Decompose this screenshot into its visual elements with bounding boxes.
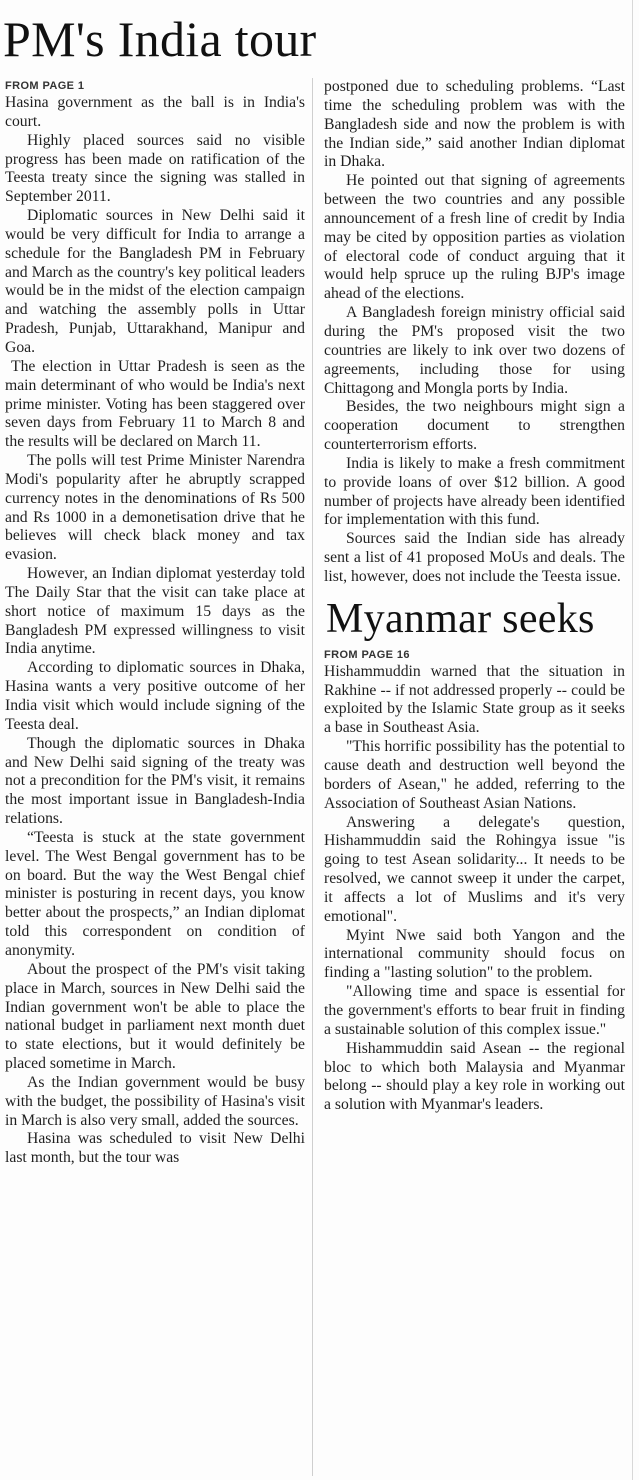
paragraph: postponed due to scheduling problems. “Last time the scheduling problem was with the Bangladesh side and now the problem is with the Indian side,” said another Indian diplomat in Dhaka.	[324, 78, 625, 171]
page-right-edge	[632, 0, 633, 1480]
paragraph: He pointed out that signing of agreements between the two countries and any possible announcement of a fresh line of credit by India may be cited by opposition parties as violation of electoral code of conduct arguing that it would help spruce up the ruling BJP's image ahead of the elections.	[324, 172, 625, 303]
paragraph: Hasina government as the ball is in India's court.	[5, 94, 305, 130]
paragraph: Hishammuddin warned that the situation in Rakhine -- if not addressed properly -- could be exploited by the Islamic State group as it seeks a base in Southeast Asia.	[324, 662, 625, 737]
paragraph: Answering a delegate's question, Hishammuddin said the Rohingya issue "is going to test Asean solidarity... It needs to be resolved, we cannot sweep it under the carpet, it affects a lot of Muslims and it's very emotional".	[324, 813, 625, 925]
jump-line-from-page-1: FROM PAGE 1	[5, 80, 85, 92]
article-headline-pm-india-tour: PM's India tour	[3, 11, 317, 67]
paragraph: However, an Indian diplomat yesterday told The Daily Star that the visit can take place at short notice of maximum 15 days as the Bangladesh PM expressed willingness to visit India anytime.	[5, 565, 305, 658]
paragraph: A Bangladesh foreign ministry official said during the PM's proposed visit the two countries are likely to ink over two dozens of agreements, including those for using Chittagong and Mongla ports by India.	[324, 304, 625, 397]
paragraph: Besides, the two neighbours might sign a cooperation document to strengthen counterterrorism efforts.	[324, 398, 625, 454]
paragraph: About the prospect of the PM's visit taking place in March, sources in New Delhi said the Indian government won't be able to place the national budget in parliament next month duet to state elections, but it would definitely be placed sometime in March.	[5, 960, 305, 1073]
jump-line-from-page-16: FROM PAGE 16	[324, 648, 410, 661]
article-column-left	[5, 78, 305, 1168]
paragraph: "This horrific possibility has the potential to cause death and destruction well beyond the borders of Asean," he added, referring to the Association of Southeast Asian Nations.	[324, 738, 625, 812]
paragraph: Highly placed sources said no visible progress has been made on ratification of the Teesta treaty since the signing was stalled in September 2011.	[5, 131, 305, 206]
article-column-right	[324, 78, 625, 1115]
paragraph: Sources said the Indian side has already sent a list of 41 proposed MoUs and deals. The list, however, does not include the Teesta issue.	[324, 530, 625, 585]
paragraph: India is likely to make a fresh commitment to provide loans of over $12 billion. A good number of projects have already been identified for implementation with this fund.	[324, 454, 625, 529]
paragraph: "Allowing time and space is essential for the government's efforts to bear fruit in finding a sustainable solution of this complex issue."	[324, 983, 625, 1038]
article-headline-myanmar-seeks: Myanmar seeks	[326, 595, 595, 642]
paragraph: The election in Uttar Pradesh is seen as the main determinant of who would be India's next prime minister. Voting has been staggered over seven days from February 11 to March 8 and the results will be declared on March 11.	[5, 357, 305, 451]
paragraph: According to diplomatic sources in Dhaka, Hasina wants a very positive outcome of her India visit which would include signing of the Teesta deal.	[5, 659, 305, 733]
paragraph: Though the diplomatic sources in Dhaka and New Delhi said signing of the treaty was not a precondition for the PM's visit, it remains the most important issue in Bangladesh-India relations.	[5, 734, 305, 828]
paragraph: The polls will test Prime Minister Narendra Modi's popularity after he abruptly scrapped currency notes in the denominations of Rs 500 and Rs 1000 in a demonetisation drive that he believes will check black money and tax evasion.	[5, 452, 305, 564]
paragraph: Diplomatic sources in New Delhi said it would be very difficult for India to arrange a schedule for the Bangladesh PM in February and March as the country's key political leaders would be in the midst of the election campaign and watching the assembly polls in Uttar Pradesh, Punjab, Uttarakhand, Manipur and Goa.	[5, 207, 305, 356]
paragraph: As the Indian government would be busy with the budget, the possibility of Hasina's visit in March is also very small, added the sources.	[5, 1073, 305, 1129]
paragraph: Hishammuddin said Asean -- the regional bloc to which both Malaysia and Myanmar belong -- should play a key role in working out a solution with Myanmar's leaders.	[324, 1039, 625, 1114]
paragraph: Myint Nwe said both Yangon and the international community should focus on finding a "lasting solution" to the problem.	[324, 926, 625, 982]
paragraph: Hasina was scheduled to visit New Delhi last month, but the tour was	[5, 1130, 305, 1167]
column-divider	[312, 78, 313, 1476]
paragraph: “Teesta is stuck at the state government level. The West Bengal government has to be on board. But the way the West Bengal chief minister is posturing in recent days, you know better about the prospects,” an Indian diplomat told this correspondent on condition of anonymity.	[5, 828, 305, 959]
